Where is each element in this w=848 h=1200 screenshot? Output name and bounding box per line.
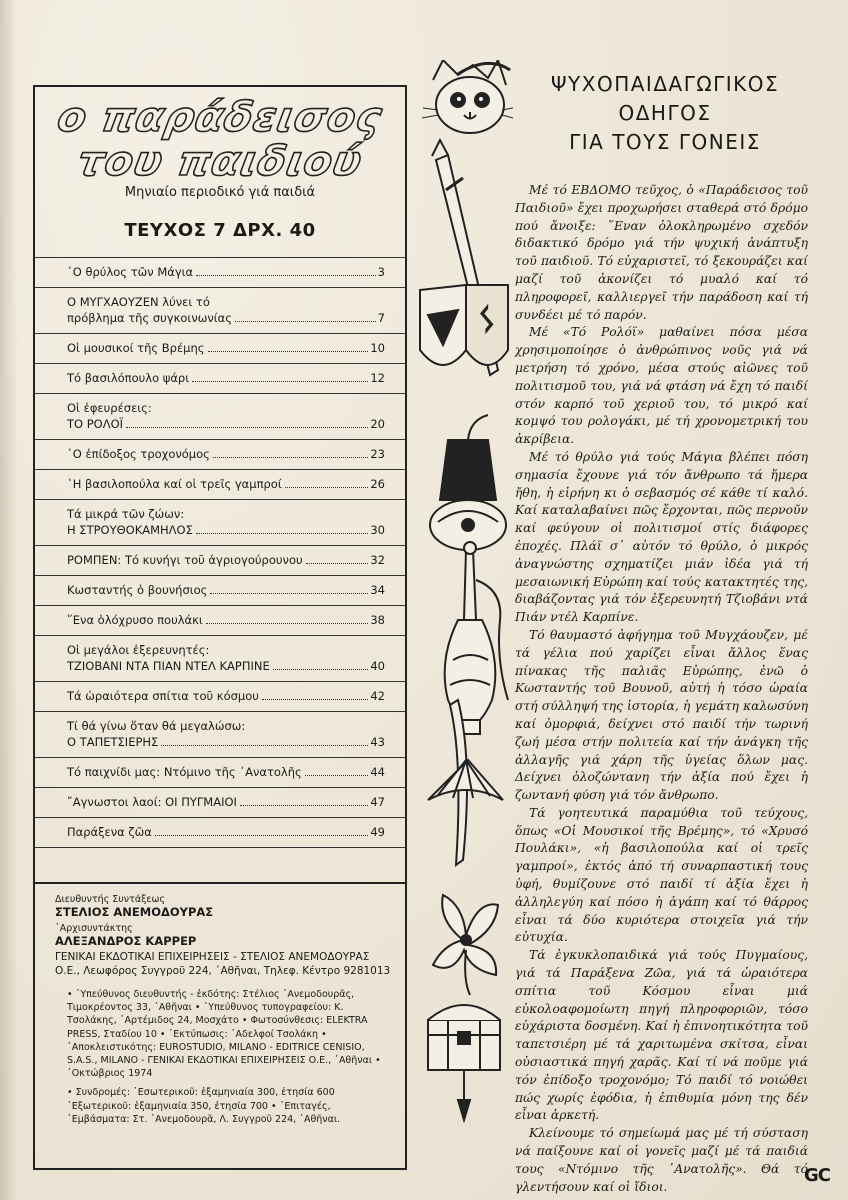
- toc-entry-line: [67, 416, 385, 432]
- toc-entry: [35, 393, 405, 439]
- toc-entry: [35, 257, 405, 287]
- guide-paragraph: Κλείνουμε τό σημείωμά μας μέ τή σύσταση νά παίξουνε καί οἱ γονεῖς μαζί μέ τά παιδιά τους «Ντόμινο τῆς ᾿Ανατολῆς». Θά τό γλεντήσουν καί οἱ ἴδιοι.: [515, 1126, 808, 1194]
- toc-entry-title: ῎Αγνωστοι λαοί: ΟΙ ΠΥΓΜΑΙΟΙ: [67, 795, 237, 809]
- toc-dot-leader: [196, 274, 376, 276]
- toc-entry-line: [67, 294, 385, 310]
- toc-page-number: 32: [370, 553, 385, 567]
- toc-entry: [35, 605, 405, 635]
- staff-credits: • ῾Υπεύθυνος διευθυντής - ἐκδότης: Στέλιος ᾿Ανεμοδουρᾶς, Τιμοκρέοντος 33, ᾿Αθῆναι • ῾Υπεύθυνος τυπογραφείου: Κ. Τσολάκης, ᾿Αρτέμιδος 24, Μοσχάτο • Φωτοσύνθεσις: ELEKTRA PRESS, Σταδίου 10 • ᾿Εκτύπωσις: ᾿Αδελφοί Τσολάκη • ᾿Αποκλειστικότης: EUROSTUDIO, MILANO - EDITRICE CENISIO, S.A.S., MILANO - ΓΕΝΙΚΑΙ ΕΚΔΟΤΙΚΑΙ ΕΠΙΧΕΙΡΗΣΕΙΣ Ο.Ε., ᾿Αθῆναι • ᾿Οκτώβριος 1974: [67, 989, 381, 1080]
- toc-entry: [35, 575, 405, 605]
- guide-paragraph: Τό θαυμαστό ἀφήγημα τοῦ Μυγχάουζεν, μέ τά γέλια πού χαρίζει εἶναι ἄλλος ἕνας πίνακας τῆς παλιᾶς Εὐρώπης, ἐνῶ ὁ Κωσταντής τοῦ Βουνοῦ, αὐτή ἡ τόσο ὡραία στή σύλληψή της ἱστορία, ἡ γεμάτη καλωσύνη καί ὀμορφιά, δείχνει στό παιδί τήν τωρινή ζωή μέσα στήν πολιτεία καί τήν ἀνάγκη τῆς ἀλλαγῆς γιά χάρη τῆς ὑγείας ὅλων μας. Δείχνει ὁλοζώντανη τήν ἀξία πού ἔχει ἡ ζωντανή φύση γιά τόν ἄνθρωπο.: [515, 627, 808, 803]
- toc-entry-title: Ο ΜΥΓΧΑΟΥΖΕΝ λύνει τό: [67, 295, 210, 309]
- toc-page-number: 42: [370, 689, 385, 703]
- ornament-column: [418, 60, 513, 1160]
- toc-dot-leader: [192, 380, 368, 382]
- toc-dot-leader: [208, 350, 369, 352]
- toc-entry: [35, 817, 405, 847]
- toc-page-number: 40: [370, 659, 385, 673]
- toc-page-number: 12: [370, 371, 385, 385]
- editor-role: ᾿Αρχισυντάκτης: [55, 923, 133, 934]
- toc-entry-line: [67, 552, 385, 568]
- toc-entry-title: ΡΟΜΠΕΝ: Τό κυνήγι τοῦ ἀγριογούρουνου: [67, 553, 303, 567]
- toc-entry-line: [67, 506, 385, 522]
- toc-entry-line: [67, 612, 385, 628]
- guide-title: [515, 70, 815, 157]
- toc-dot-leader: [161, 744, 368, 746]
- toc-page-number: 30: [370, 523, 385, 537]
- toc-entry-line: [67, 688, 385, 704]
- toc-page-number: 26: [370, 477, 385, 491]
- toc-entry-title: Παράξενα ζῶα: [67, 825, 152, 839]
- toc-dot-leader: [155, 834, 368, 836]
- guide-title-line: ΟΔΗΓΟΣ: [618, 101, 712, 125]
- toc-entry-title: Ο ΤΑΠΕΤΣΙΕΡΗΣ: [67, 735, 159, 749]
- masthead-subtitle: Μηνιαίο περιοδικό γιά παιδιά: [124, 185, 316, 200]
- toc-dot-leader: [273, 668, 369, 670]
- toc-dot-leader: [196, 532, 368, 534]
- issue-number-price: ΤΕΥΧΟΣ 7 ΔΡΧ. 40: [124, 220, 316, 241]
- toc-dot-leader: [305, 774, 369, 776]
- toc-entry-line: [67, 446, 385, 462]
- toc-entry-line: [67, 340, 385, 356]
- fez-hat-icon: [430, 415, 506, 550]
- toc-entry: [35, 635, 405, 681]
- guide-paragraph: Μέ τό θρύλο γιά τούς Μάγια βλέπει πόση σημασία ἔχουνε γιά τόν ἄνθρωπο τά ἥμερα ἤθη, ἡ εἰρήνη κι ὁ σεβασμός σέ κάθε τί καλό. Καί καταλαβαίνει πῶς ἔρχονται, πῶς περνοῦν καί φεύγουν οἱ πολιτισμοί στίς διάφορες ἐποχές. Πλάϊ σ᾿ αὐτόν τό θρύλο, ὁ μικρός ἀναγνώστης σχηματίζει μιάν ἰδέα γιά τή μεσαιωνική Εὐρώπη καί τούς κατακτητές της, διαβάζοντας γιά τόν ἐξερευνητή Τζιοβάνι ντά Πιάν ντέλ Καρπίνε.: [515, 449, 808, 625]
- toc-entry-line: [67, 824, 385, 840]
- toc-entry-title: ῾Η βασιλοπούλα καί οἱ τρεῖς γαμπροί: [67, 477, 282, 491]
- toc-entry-title: Τά μικρά τῶν ζώων:: [67, 507, 185, 521]
- toc-dot-leader: [126, 426, 368, 428]
- toc-entry: [35, 363, 405, 393]
- toc-page-number: 3: [377, 265, 385, 279]
- toc-entry-title: Οἱ μουσικοί τῆς Βρέμης: [67, 341, 205, 355]
- toc-dot-leader: [235, 320, 376, 322]
- toc-entry: [35, 545, 405, 575]
- corner-mark: GC: [804, 1165, 830, 1186]
- toc-entry-line: [67, 734, 385, 750]
- flower-icon: [433, 895, 498, 995]
- toc-dot-leader: [285, 486, 369, 488]
- toc-entry: [35, 469, 405, 499]
- toc-page-number: 23: [370, 447, 385, 461]
- toc-dot-leader: [206, 622, 369, 624]
- toc-entry-title: Η ΣΤΡΟΥΘΟΚΑΜΗΛΟΣ: [67, 523, 193, 537]
- toc-entry: [35, 757, 405, 787]
- toc-entry-title: Κωσταντής ὁ βουνήσιος: [67, 583, 208, 597]
- toc-entry-line: [67, 764, 385, 780]
- toc-page-number: 43: [370, 735, 385, 749]
- toc-entry: [35, 787, 405, 817]
- toc-entry: [35, 499, 405, 545]
- toc-entry: [35, 681, 405, 711]
- toc-page-number: 34: [370, 583, 385, 597]
- toc-entry-line: [67, 582, 385, 598]
- toc-end-rule: [35, 847, 405, 848]
- toc-page-number: 44: [370, 765, 385, 779]
- guide-title-line: ΨΥΧΟΠΑΙΔΑΓΩΓΙΚΟΣ: [550, 72, 780, 96]
- toc-page-number: 20: [370, 417, 385, 431]
- toc-entry-title: ῾Ο θρύλος τῶν Μάγια: [67, 265, 194, 279]
- toc-entry-line: [67, 370, 385, 386]
- toc-page-number: 7: [377, 311, 385, 325]
- toc-entry-title: Τό παιχνίδι μας: Ντόμινο τῆς ᾿Ανατολῆς: [67, 765, 302, 779]
- table-of-contents: [35, 257, 405, 848]
- toc-entry-line: [67, 400, 385, 416]
- toc-entry-title: Τό βασιλόπουλο ψάρι: [67, 371, 190, 385]
- logo-line-2: του παιδιού: [73, 137, 367, 185]
- toc-page-number: 47: [370, 795, 385, 809]
- toc-page-number: 38: [370, 613, 385, 627]
- toc-entry-title: Οἱ ἐφευρέσεις:: [67, 401, 152, 415]
- toc-entry-title: Τί θά γίνω ὅταν θά μεγαλώσω:: [67, 719, 246, 733]
- toc-entry-line: [67, 642, 385, 658]
- guide-title-line: ΓΙΑ ΤΟΥΣ ΓΟΝΕΙΣ: [569, 130, 761, 154]
- toc-entry-line: [67, 264, 385, 280]
- toc-entry-line: [67, 522, 385, 538]
- guide-paragraph: Τά γοητευτικά παραμύθια τοῦ τεύχους, ὅπως «Οἱ Μουσικοί τῆς Βρέμης», τό «Χρυσό Πουλάκι», «ἡ βασιλοπούλα καί οἱ τρεῖς γαμπροί», ἐκτός ἀπό τή συναρπαστική τους ὑφή, θυμίζουνε στό παιδί τί ἀξία ἔχει ἡ ἀλληλεγύη καί πόσο ἡ ἀγάπη καί τό θάρρος εἶναι τά δύο κυριότερα στοιχεῖα γιά τήν εὐτυχία.: [515, 805, 808, 945]
- guide-paragraph: Μέ τό ΕΒΔΟΜΟ τεῦχος, ὁ «Παράδεισος τοῦ Παιδιοῦ» ἔχει προχωρήσει σταθερά στό δρόμο πού ἄνοιξε: ῞Εναν ὁλοκληρωμένο σχεδόν διδακτικό δρόμο γιά τήν ψυχική ἀνάπτυξη τοῦ παιδιοῦ. Τό εὐχαριστεῖ, τό ξεκουράζει καί μαζί τοῦ ἀκονίζει τό μυαλό καί τό πληροφορεῖ, καλλιεργεῖ τήν παράδοση καί τή συνδέει μέ τό παρόν.: [515, 183, 808, 322]
- director-role: Διευθυντής Συντάξεως: [55, 894, 166, 905]
- toc-entry: [35, 333, 405, 363]
- toc-entry-title: Τά ὡραιότερα σπίτια τοῦ κόσμου: [67, 689, 259, 703]
- toc-entry-line: [67, 310, 385, 326]
- toc-entry: [35, 711, 405, 757]
- toc-entry-line: [67, 658, 385, 674]
- logo-line-1: ο παράδεισος: [53, 93, 387, 141]
- guide-paragraph: Μέ «Τό Ρολόϊ» μαθαίνει πόσα μέσα χρησιμοποίησε ὁ ἀνθρώπινος νοῦς γιά νά μετρήση τό χρόνο, μέσα στούς αἰῶνες τοῦ πολιτισμοῦ του, γιά νά φτάση νά ἔχη τό παιδί στόν καρπό τοῦ χεριοῦ του, τό μικρό καί κομψό του ρολογάκι, μέ τή χρονομετρική του ἀκρίβεια.: [515, 325, 808, 447]
- toc-entry: [35, 287, 405, 333]
- publisher-company: ΓΕΝΙΚΑΙ ΕΚΔΟΤΙΚΑΙ ΕΠΙΧΕΙΡΗΣΕΙΣ - ΣΤΕΛΙΟΣ ΑΝΕΜΟΔΟΥΡΑΣ Ο.Ε., Λεωφόρος Συγγροῦ 224, ᾿Αθῆναι, Τηλεφ. Κέντρο 9281013: [55, 951, 391, 977]
- guide-paragraph: Τά ἐγκυκλοπαιδικά γιά τούς Πυγμαίους, γιά τά Παράξενα Ζῶα, γιά τά ὡραιότερα σπίτια τοῦ Κόσμου εἶναι μιά εὐκολοαφομοίωτη πηγή πληροφοριῶν, τόσο εὐχάριστα δοσμένη. Καί ἡ ἐπινοητικότητα τοῦ ταπετσιέρη μέ τά χαριτωμένα σκίτσα, εἶναι οὐσιαστικά πηγή χαρᾶς. Καί τί νά ποῦμε γιά τόν ἐπίδοξο τροχονόμο; Τό παιδί τό νοιώθει πώς χωρίς ἐφόδια, ἡ ἐπιθυμία μόνη της δέν εἶναι ἀρκετή.: [515, 948, 808, 1123]
- cat-with-feathered-hat-icon: [422, 60, 513, 133]
- toc-entry-title: ΤΟ ΡΟΛΟΪ: [67, 417, 124, 431]
- toc-entry-line: [67, 718, 385, 734]
- heraldic-shield-icon: [420, 285, 508, 365]
- editor-name: ΑΛΕΞΑΝΔΡΟΣ ΚΑΡΡΕΡ: [55, 934, 197, 948]
- guide-body-text: [515, 182, 808, 1196]
- toc-page-number: 49: [370, 825, 385, 839]
- toc-entry: [35, 439, 405, 469]
- toc-dot-leader: [262, 698, 368, 700]
- toc-entry-title: ΤΖΙΟΒΑΝΙ ΝΤΑ ΠΙΑΝ ΝΤΕΛ ΚΑΡΠΙΝΕ: [67, 659, 270, 673]
- toc-entry-title: Οἱ μεγάλοι ἐξερευνητές:: [67, 643, 210, 657]
- contents-box: [33, 85, 407, 1170]
- svg-text:ᛊ: ᛊ: [478, 303, 496, 338]
- toc-entry-title: ῞Ενα ὁλόχρυσο πουλάκι: [67, 613, 203, 627]
- toc-dot-leader: [240, 804, 368, 806]
- subscription-info: • Συνδρομές: ᾿Εσωτερικοῦ: ἑξαμηνιαία 300, ἐτησία 600 ᾿Εξωτερικοῦ: ἑξαμηνιαία 350, ἐτησία 700 • ᾿Επιταγές, ᾿Εμβάσματα: Στ. ᾿Ανεμοδουρᾶ, Λ. Συγγροῦ 224, ᾿Αθῆναι.: [67, 1087, 341, 1125]
- toc-entry-line: [67, 794, 385, 810]
- toc-dot-leader: [213, 456, 368, 458]
- toc-entry-title: πρόβλημα τῆς συγκοινωνίας: [67, 311, 233, 325]
- toc-entry-title: ῾Ο ἐπίδοξος τροχονόμος: [67, 447, 210, 461]
- treasure-chest-icon: [428, 1005, 500, 1120]
- director-name: ΣΤΕΛΙΟΣ ΑΝΕΜΟΔΟΥΡΑΣ: [55, 905, 214, 919]
- credits: [35, 882, 405, 1132]
- masthead: [35, 95, 405, 183]
- toc-entry-line: [67, 476, 385, 492]
- toc-dot-leader: [306, 562, 369, 564]
- page-spine-shadow: [0, 0, 18, 1200]
- toc-page-number: 10: [370, 341, 385, 355]
- toc-dot-leader: [210, 592, 368, 594]
